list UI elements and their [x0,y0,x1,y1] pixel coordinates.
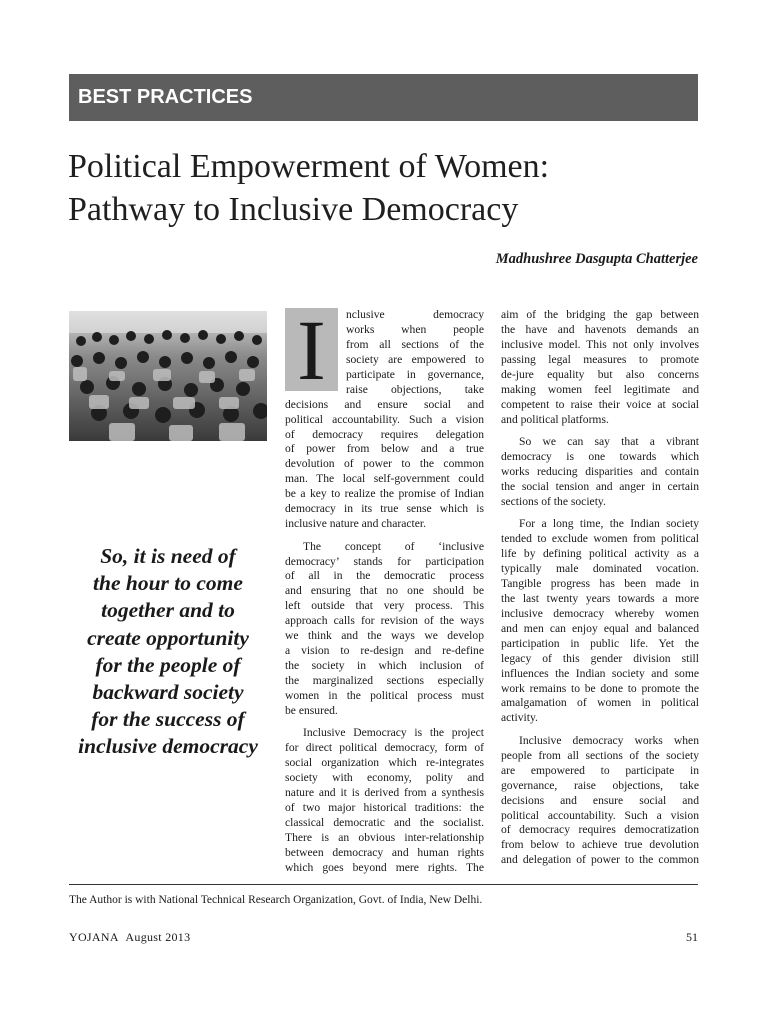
body-line: of power from below and a true [285,442,484,456]
body-line: of democracy requires democratization [501,823,699,837]
pull-quote-line: the hour to come [93,571,243,596]
body-line: decisions and ensure social and [285,397,484,411]
body-line: which goes beyond mere rights. The [285,860,484,874]
section-banner [69,74,698,121]
body-line: society are empowered to [346,352,484,366]
body-line: democracy’ stands for participation [285,554,484,568]
body-line: we think and the ways we develop [285,629,484,643]
author-footnote: The Author is with National Technical Research Organization, Govt. of India, New Delhi. [69,894,483,906]
body-line: So we can say that a vibrant [519,435,699,448]
body-line: and political platforms. [501,412,609,426]
body-line: aim of the bridging the gap between [501,308,699,321]
section-banner-label: BEST PRACTICES [78,86,253,108]
pull-quote-line: together and to [101,598,235,623]
drop-cap-letter: I [297,302,326,398]
body-line: be ensured. [285,703,338,717]
body-line: of two major historical traditions: the [285,801,484,814]
body-line: and ensuring that no one should be [285,584,484,598]
pull-quote-line: inclusive democracy [78,734,258,759]
body-line: of all in the democratic process [285,569,484,583]
body-line: Inclusive Democracy is the project [303,726,484,740]
body-line: man. The local self-government could [285,472,484,486]
body-line: of democracy requires delegation [285,427,484,441]
article-title-line: Political Empowerment of Women: [68,148,550,185]
body-line: participation in public life. Yet the [501,636,699,650]
publication-name: YOJANA [69,930,119,944]
body-line: nclusive democracy [346,308,484,321]
body-line: classical democratic and the socialist. [285,815,484,829]
body-line: between democracy and human rights [285,845,484,859]
body-column-1 [285,302,484,876]
body-line: are empowered to participate in [501,763,699,777]
body-line: and men can enjoy equal and balanced [501,621,699,635]
body-line: The concept of ‘inclusive [303,539,484,553]
body-line: sections of the society. [501,494,606,508]
body-line: inclusive nature and character. [285,517,426,531]
body-line: raise objections, take [346,382,484,396]
body-line: social organization which re-integrates [285,756,484,770]
body-line: society with economy, polity and [285,771,484,785]
body-line: women in the political process must [285,688,484,702]
body-line: the have and havenots demands an [501,322,699,336]
body-line: work remains to be done to promote the [501,681,699,695]
body-line: passing legal measures to promote [501,352,699,366]
body-line: works reducing disparities and contain [501,464,699,478]
body-line: amalgamation of women in political [501,696,699,710]
body-line: decisions and ensure social and [501,793,699,807]
body-line: There is an obvious inter-relationship [285,830,484,844]
body-line: the society in which inclusion of [285,659,484,673]
body-column-2 [501,308,699,868]
body-line: from below to achieve true devolution [501,838,699,852]
pull-quote-line: So, it is need of [100,544,236,568]
body-line: people from all sections of the society [501,748,699,762]
body-line: making women feel legitimate and [501,382,699,396]
body-line: for direct political democracy, form of [285,741,484,755]
body-line: influences the Indian society and some [501,666,699,680]
page-number: 51 [686,930,698,944]
article-photo [69,311,267,441]
body-line: from all sections of the [346,337,484,351]
article-title [68,145,698,231]
publication-issue: August 2013 [125,930,191,944]
body-line: For a long time, the Indian society [519,517,699,531]
pull-quote-line: for the people of [95,652,241,677]
body-line: democracy in its true sense which is [285,502,484,516]
author-byline: Madhushree Dasgupta Chatterjee [495,251,698,267]
body-line: inclusive democracy whereby women [501,606,699,620]
footnote-divider [69,884,698,885]
body-line: democracy is one towards which [501,449,699,463]
body-line: left outside that very process. This [285,599,484,613]
body-line: Tangible progress has been made in [501,576,699,590]
body-line: the social tension and anger in certain [501,479,699,493]
article-title-line: Pathway to Inclusive Democracy [68,191,519,228]
body-line: approach calls for revision of the ways [285,614,484,628]
pull-quote [66,543,270,761]
body-line: activity. [501,711,538,725]
pull-quote-line: create opportunity [87,625,249,650]
body-line: typically male dominated vocation. [501,562,699,575]
body-line: be a key to realize the promise of Indian [285,487,484,501]
page-footer-publication [69,930,190,944]
body-line: governance, raise objections, take [501,778,699,792]
body-line: political accountability. Such a vision [285,412,484,426]
body-line: the last twenty years towards a more [501,591,699,605]
body-line: works when people [346,322,484,336]
body-line: and delegation of power to the common [501,853,699,867]
body-line: de-jure equality but also concerns [501,367,699,381]
body-line: life by defining political activity as a [501,547,699,561]
body-line: tended to exclude women from political [501,532,699,546]
pull-quote-line: backward society [92,680,244,705]
body-line: Inclusive democracy works when [519,733,699,747]
body-line: competent to raise their voice at social [501,397,699,411]
body-line: a vision to re-design and re-define [285,644,484,658]
body-line: the marginalized sections especially [285,674,484,687]
body-line: nature and it is derived from a synthesis [285,786,484,800]
body-line: devolution of power to the common [285,457,484,471]
body-line: political accountability. Such a vision [501,808,699,822]
body-line: legacy of this gender division still [501,651,699,665]
pull-quote-line: for the success of [91,707,245,732]
body-line: participate in governance, [346,367,484,381]
body-line: inclusive model. This not only involves [501,337,699,351]
